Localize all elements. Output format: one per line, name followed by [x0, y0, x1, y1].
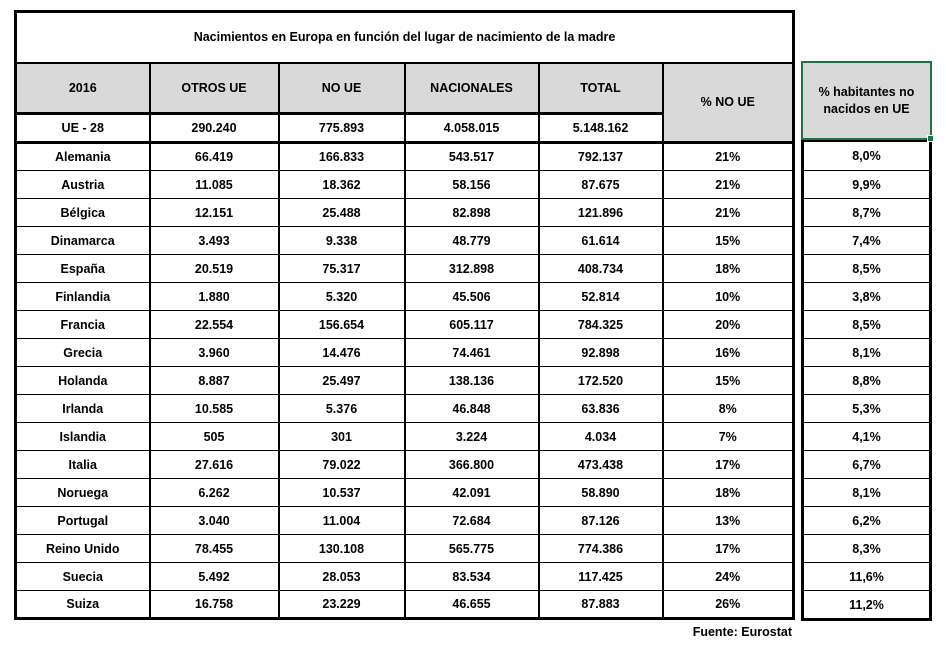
- table-row: [16, 535, 794, 563]
- pct-no-ue-cell[interactable]: 15%: [663, 227, 794, 255]
- row-label-country[interactable]: Grecia: [16, 339, 150, 367]
- pct-habitantes-cell[interactable]: 8,5%: [804, 254, 929, 282]
- table-header-row: [16, 63, 794, 114]
- value-cell[interactable]: 92.898: [539, 339, 663, 367]
- pct-habitantes-cell[interactable]: 3,8%: [804, 282, 929, 310]
- table-row: [16, 283, 794, 311]
- value-cell[interactable]: 290.240: [150, 114, 279, 143]
- row-label-country[interactable]: Francia: [16, 311, 150, 339]
- value-cell[interactable]: 79.022: [279, 451, 405, 479]
- table-row: [16, 367, 794, 395]
- value-cell[interactable]: 87.883: [539, 591, 663, 619]
- row-label-country[interactable]: Finlandia: [16, 283, 150, 311]
- table-row: [16, 227, 794, 255]
- value-cell[interactable]: 12.151: [150, 199, 279, 227]
- value-cell[interactable]: 312.898: [405, 255, 539, 283]
- value-cell[interactable]: 10.537: [279, 479, 405, 507]
- pct-no-ue-cell[interactable]: 21%: [663, 143, 794, 171]
- table-row: [16, 199, 794, 227]
- value-cell[interactable]: 87.126: [539, 507, 663, 535]
- table-row: [16, 479, 794, 507]
- value-cell[interactable]: 505: [150, 423, 279, 451]
- value-cell[interactable]: 58.890: [539, 479, 663, 507]
- value-cell[interactable]: 605.117: [405, 311, 539, 339]
- value-cell[interactable]: 166.833: [279, 143, 405, 171]
- pct-no-ue-cell[interactable]: 24%: [663, 563, 794, 591]
- value-cell[interactable]: 121.896: [539, 199, 663, 227]
- value-cell[interactable]: 52.814: [539, 283, 663, 311]
- pct-habitantes-cell[interactable]: 8,1%: [804, 338, 929, 366]
- value-cell[interactable]: 301: [279, 423, 405, 451]
- source-caption: Fuente: Eurostat: [692, 625, 792, 639]
- value-cell[interactable]: 117.425: [539, 563, 663, 591]
- pct-no-ue-cell[interactable]: 8%: [663, 395, 794, 423]
- row-label-country[interactable]: Islandia: [16, 423, 150, 451]
- value-cell[interactable]: 45.506: [405, 283, 539, 311]
- pct-habitantes-cell[interactable]: 8,5%: [804, 310, 929, 338]
- value-cell[interactable]: 18.362: [279, 171, 405, 199]
- pct-habitantes-cell[interactable]: 8,7%: [804, 198, 929, 226]
- pct-no-ue-cell[interactable]: 17%: [663, 451, 794, 479]
- value-cell[interactable]: 408.734: [539, 255, 663, 283]
- row-label-country[interactable]: Suiza: [16, 591, 150, 619]
- pct-no-ue-cell[interactable]: 7%: [663, 423, 794, 451]
- value-cell[interactable]: 48.779: [405, 227, 539, 255]
- value-cell[interactable]: 75.317: [279, 255, 405, 283]
- value-cell[interactable]: 20.519: [150, 255, 279, 283]
- value-cell[interactable]: 87.675: [539, 171, 663, 199]
- pct-no-ue-cell[interactable]: 21%: [663, 199, 794, 227]
- value-cell[interactable]: 5.492: [150, 563, 279, 591]
- column-header-otros-ue[interactable]: OTROS UE: [150, 63, 279, 114]
- value-cell[interactable]: 27.616: [150, 451, 279, 479]
- pct-no-ue-cell[interactable]: 15%: [663, 367, 794, 395]
- value-cell[interactable]: 3.960: [150, 339, 279, 367]
- row-label-country[interactable]: Holanda: [16, 367, 150, 395]
- row-label-country[interactable]: Portugal: [16, 507, 150, 535]
- column-header-no-ue[interactable]: NO UE: [279, 63, 405, 114]
- value-cell[interactable]: 5.320: [279, 283, 405, 311]
- value-cell[interactable]: 46.848: [405, 395, 539, 423]
- row-label-country[interactable]: Alemania: [16, 143, 150, 171]
- pct-habitantes-cell[interactable]: 5,3%: [804, 394, 929, 422]
- value-cell[interactable]: 66.419: [150, 143, 279, 171]
- table-title: Nacimientos en Europa en función del lugar de nacimiento de la madre: [16, 12, 794, 63]
- row-label-country[interactable]: Dinamarca: [16, 227, 150, 255]
- table-row: [16, 423, 794, 451]
- value-cell[interactable]: 46.655: [405, 591, 539, 619]
- pct-habitantes-cell[interactable]: 8,0%: [804, 142, 929, 170]
- value-cell[interactable]: 23.229: [279, 591, 405, 619]
- value-cell[interactable]: 565.775: [405, 535, 539, 563]
- row-label-country[interactable]: Bélgica: [16, 199, 150, 227]
- table-row: [16, 395, 794, 423]
- value-cell[interactable]: 11.004: [279, 507, 405, 535]
- pct-no-ue-cell[interactable]: 18%: [663, 479, 794, 507]
- value-cell[interactable]: 792.137: [539, 143, 663, 171]
- pct-no-ue-cell[interactable]: 16%: [663, 339, 794, 367]
- value-cell[interactable]: 784.325: [539, 311, 663, 339]
- year-header-cell[interactable]: 2016: [16, 63, 150, 114]
- value-cell[interactable]: 14.476: [279, 339, 405, 367]
- table-row: [16, 255, 794, 283]
- pct-no-ue-cell[interactable]: 20%: [663, 311, 794, 339]
- value-cell[interactable]: 11.085: [150, 171, 279, 199]
- value-cell[interactable]: 83.534: [405, 563, 539, 591]
- pct-no-ue-cell[interactable]: 18%: [663, 255, 794, 283]
- pct-no-ue-cell[interactable]: 10%: [663, 283, 794, 311]
- value-cell[interactable]: 10.585: [150, 395, 279, 423]
- value-cell[interactable]: 25.488: [279, 199, 405, 227]
- column-header-pct-no-ue[interactable]: % NO UE: [663, 63, 794, 143]
- value-cell[interactable]: 9.338: [279, 227, 405, 255]
- value-cell[interactable]: 42.091: [405, 479, 539, 507]
- value-cell[interactable]: 473.438: [539, 451, 663, 479]
- value-cell[interactable]: 366.800: [405, 451, 539, 479]
- value-cell[interactable]: 25.497: [279, 367, 405, 395]
- value-cell[interactable]: 6.262: [150, 479, 279, 507]
- table-row: [16, 171, 794, 199]
- value-cell[interactable]: 28.053: [279, 563, 405, 591]
- table-title-row: [16, 12, 794, 63]
- value-cell[interactable]: 3.493: [150, 227, 279, 255]
- row-label-ue-28[interactable]: UE - 28: [16, 114, 150, 143]
- value-cell[interactable]: 74.461: [405, 339, 539, 367]
- fill-handle[interactable]: [927, 135, 934, 142]
- value-cell[interactable]: 543.517: [405, 143, 539, 171]
- value-cell[interactable]: 4.058.015: [405, 114, 539, 143]
- value-cell[interactable]: 5.376: [279, 395, 405, 423]
- pct-no-ue-cell[interactable]: 26%: [663, 591, 794, 619]
- value-cell[interactable]: 774.386: [539, 535, 663, 563]
- value-cell[interactable]: 1.880: [150, 283, 279, 311]
- row-label-country[interactable]: Suecia: [16, 563, 150, 591]
- value-cell[interactable]: 4.034: [539, 423, 663, 451]
- pct-habitantes-cell[interactable]: 11,2%: [804, 590, 929, 618]
- table-row: [16, 591, 794, 619]
- value-cell[interactable]: 72.684: [405, 507, 539, 535]
- pct-habitantes-cell[interactable]: 7,4%: [804, 226, 929, 254]
- pct-no-ue-cell[interactable]: 13%: [663, 507, 794, 535]
- births-table: [14, 10, 795, 620]
- pct-habitantes-cell[interactable]: 8,8%: [804, 366, 929, 394]
- row-label-country[interactable]: Italia: [16, 451, 150, 479]
- pct-habitantes-cell[interactable]: 8,3%: [804, 534, 929, 562]
- table-row: [16, 563, 794, 591]
- table-row: [16, 311, 794, 339]
- row-label-country[interactable]: Austria: [16, 171, 150, 199]
- table-row: [16, 507, 794, 535]
- pct-habitantes-cell[interactable]: 8,1%: [804, 478, 929, 506]
- value-cell[interactable]: 8.887: [150, 367, 279, 395]
- pct-habitantes-column: [801, 61, 932, 621]
- value-cell[interactable]: 3.040: [150, 507, 279, 535]
- value-cell[interactable]: 22.554: [150, 311, 279, 339]
- value-cell[interactable]: 130.108: [279, 535, 405, 563]
- table-row: [16, 339, 794, 367]
- pct-no-ue-cell[interactable]: 21%: [663, 171, 794, 199]
- value-cell[interactable]: 16.758: [150, 591, 279, 619]
- pct-no-ue-cell[interactable]: 17%: [663, 535, 794, 563]
- table-row: [16, 143, 794, 171]
- row-label-country[interactable]: Reino Unido: [16, 535, 150, 563]
- row-label-country[interactable]: Noruega: [16, 479, 150, 507]
- value-cell[interactable]: 82.898: [405, 199, 539, 227]
- pct-habitantes-cell[interactable]: 4,1%: [804, 422, 929, 450]
- pct-habitantes-cell[interactable]: 9,9%: [804, 170, 929, 198]
- value-cell[interactable]: 172.520: [539, 367, 663, 395]
- value-cell[interactable]: 156.654: [279, 311, 405, 339]
- pct-habitantes-cell[interactable]: 6,2%: [804, 506, 929, 534]
- value-cell[interactable]: 5.148.162: [539, 114, 663, 143]
- value-cell[interactable]: 58.156: [405, 171, 539, 199]
- pct-habitantes-cell[interactable]: 11,6%: [804, 562, 929, 590]
- column-header-total[interactable]: TOTAL: [539, 63, 663, 114]
- value-cell[interactable]: 78.455: [150, 535, 279, 563]
- value-cell[interactable]: 63.836: [539, 395, 663, 423]
- column-header-nacionales[interactable]: NACIONALES: [405, 63, 539, 114]
- value-cell[interactable]: 3.224: [405, 423, 539, 451]
- pct-habitantes-values: [801, 140, 932, 621]
- value-cell[interactable]: 138.136: [405, 367, 539, 395]
- row-label-country[interactable]: España: [16, 255, 150, 283]
- table-row: [16, 451, 794, 479]
- pct-habitantes-cell[interactable]: 6,7%: [804, 450, 929, 478]
- value-cell[interactable]: 61.614: [539, 227, 663, 255]
- selected-cell-pct-habitantes-header[interactable]: % habitantes no nacidos en UE: [801, 61, 932, 140]
- row-label-country[interactable]: Irlanda: [16, 395, 150, 423]
- value-cell[interactable]: 775.893: [279, 114, 405, 143]
